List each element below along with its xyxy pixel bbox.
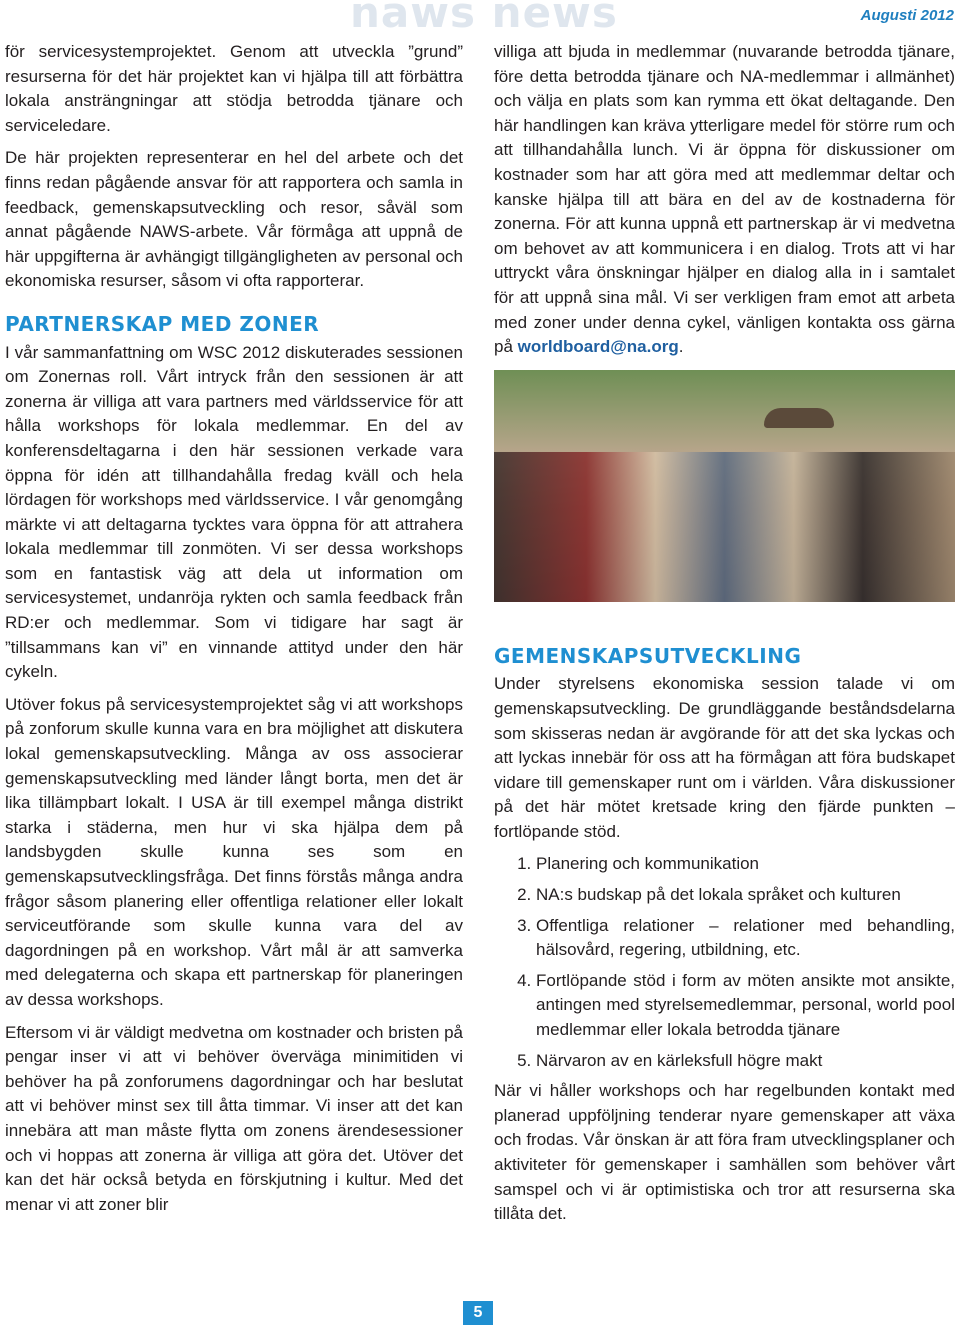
list-item: 5. Närvaron av en kärleksfull högre makt bbox=[536, 1049, 955, 1074]
paragraph: för servicesystemprojektet. Genom att utveckla ”grund” resurserna för det här projektet kan vi hjälpa till att förbättra lokala ansträngningar att stödja betrodda tjänare och serviceledare. bbox=[5, 42, 463, 135]
paragraph: De här projekten representerar en hel del arbete och det finns redan pågående ansvar för att rapportera och samla in feedback, gemenskapsutveckling och resor, såväl som annat pågående NAWS-arbete. Vår förmåga att uppnå de här uppgifterna är avhängigt tillgängligheten av personal och ekonomiska resurser, såsom vi ofta rapporterar. bbox=[5, 148, 463, 291]
list-item: 4. Fortlöpande stöd i form av möten ansikte mot ansikte, antingen med styrelsemedlemmar, personal, world pool medlemmar eller lokala betrodda tjänare bbox=[536, 969, 955, 1043]
list-item: 2. NA:s budskap på det lokala språket och kulturen bbox=[536, 883, 955, 908]
list-item: 3. Offentliga relationer – relationer med behandling, hälsovård, regering, utbildning, etc. bbox=[536, 914, 955, 963]
paragraph: I vår sammanfattning om WSC 2012 diskuterades sessionen om Zonernas roll. Vårt intryck från den sessionen är att zonerna är villiga att vara partners med världsservice för att hålla workshops för lokala medlemmar. En del av konferensdeltagarna i den här sessionen verkade vara öppna för idén att tillhandahålla fredag kväll och hela lördagen för workshops med världsservice. I vår genomgång märkte vi att deltagarna tycktes vara öppna för att attrahera lokala medlemmar till zonmöten. Vi ser dessa workshops som en fantastisk väg att dela ut information om servicesystemet, undanröja rykten och samla feedback från RD:er och medlemmar. Som vi tidigare har sagt är ”tillsammans kan vi” en vinnande attityd under den här cykeln. bbox=[5, 342, 463, 682]
section-heading-partnerskap: PARTNERSKAP MED ZONER bbox=[5, 311, 320, 336]
paragraph bbox=[494, 40, 955, 360]
paragraph-text: villiga att bjuda in medlemmar (nuvarande betrodda tjänare, före detta betrodda tjänare och NA-medlemmar i allmänhet) och välja en plats som kan rymma ett ökat deltagande. Den här handlingen kan kräva ytterligare medel för större rum och att tillhandahålla lunch. Vi är öppna för diskussioner om kostnader som har att göra med att medlemmar deltar och kanske hjälpa till att bära en del av de kostnaderna för zonerna. För att kunna uppnå ett partnerskap är vi medvetna om behovet av att kommunicera i en dialog. Trots att vi har uttryckt våra önskningar hjälper en dialog alla in i samtalet för att uppnå sina mål. Vi ser verkligen fram emot att arbeta med zoner under denna cykel, vänligen kontakta oss gärna på bbox=[494, 42, 955, 357]
paragraph: Utöver fokus på servicesystemprojektet såg vi att workshops på zonforum skulle kunna vara en bra möjlighet att diskutera lokal gemenskapsutveckling. Många av oss associerar gemenskapsutveckling med länder långt borta, men det är lika tillämpbart lokalt. I USA är till exempel många distrikt starka i städerna, men hur vi ska hjälpa dem på landsbygden skulle kunna ses som en gemenskapsutvecklingsfråga. Det finns förstås många andra frågor såsom planering eller offentliga relationer eller lokalt serviceutförande som skulle kunna vara del av dagordningen på en workshop. Vårt mål är att samverka med delegaterna och skapa ett partnerskap för planeringen av dessa workshops. bbox=[5, 694, 463, 1009]
paragraph: Under styrelsens ekonomiska session talade vi om gemenskapsutveckling. De grundläggande beståndsdelarna som skisseras nedan är avgörande för att det ska lyckas och att lyckas innebär för oss att ha förmågan att föra budskapet vidare till gemenskaper runt om i världen. Våra diskussioner på det här mötet kretsade kring den fjärde punkten – fortlöpande stöd. bbox=[494, 674, 955, 841]
group-hug-photo bbox=[494, 370, 955, 602]
page-number: 5 bbox=[463, 1301, 493, 1325]
right-column bbox=[494, 40, 955, 1235]
section-heading-gemenskap: GEMENSKAPSUTVECKLING bbox=[494, 643, 802, 668]
numbered-list bbox=[494, 852, 955, 1073]
issue-date: Augusti 2012 bbox=[860, 7, 954, 24]
list-item: 1. Planering och kommunikation bbox=[536, 852, 955, 877]
email-link[interactable]: worldboard@na.org bbox=[517, 337, 679, 357]
photo-hat-shape bbox=[764, 408, 834, 428]
left-column bbox=[5, 40, 463, 1225]
paragraph-end: . bbox=[678, 337, 684, 357]
paragraph: När vi håller workshops och har regelbunden kontakt med planerad uppföljning tenderar nyare gemenskaper att växa och frodas. Vår önskan är att föra fram utvecklingsplaner och aktiviteter för gemenskaper i samhällen som behöver vårt samspel och vi är optimistiska och tror att resurserna ska tillåta det. bbox=[494, 1081, 955, 1224]
masthead-logo: naws news bbox=[350, 0, 618, 37]
paragraph: Eftersom vi är väldigt medvetna om kostnader och bristen på pengar inser vi att vi behöver överväga minimitiden vi behöver ha på zonforumens dagordningar och har beslutat att vi behöver minst sex till åtta timmar. Vi inser att det kan innebära att man måste flytta om zonens ärendesessioner och vi hoppas att zonerna är villiga att göra det. Utöver det kan det här också betyda en förskjutning i kultur. Med det menar vi att zoner blir bbox=[5, 1022, 463, 1214]
photo-people-shape bbox=[494, 452, 955, 602]
